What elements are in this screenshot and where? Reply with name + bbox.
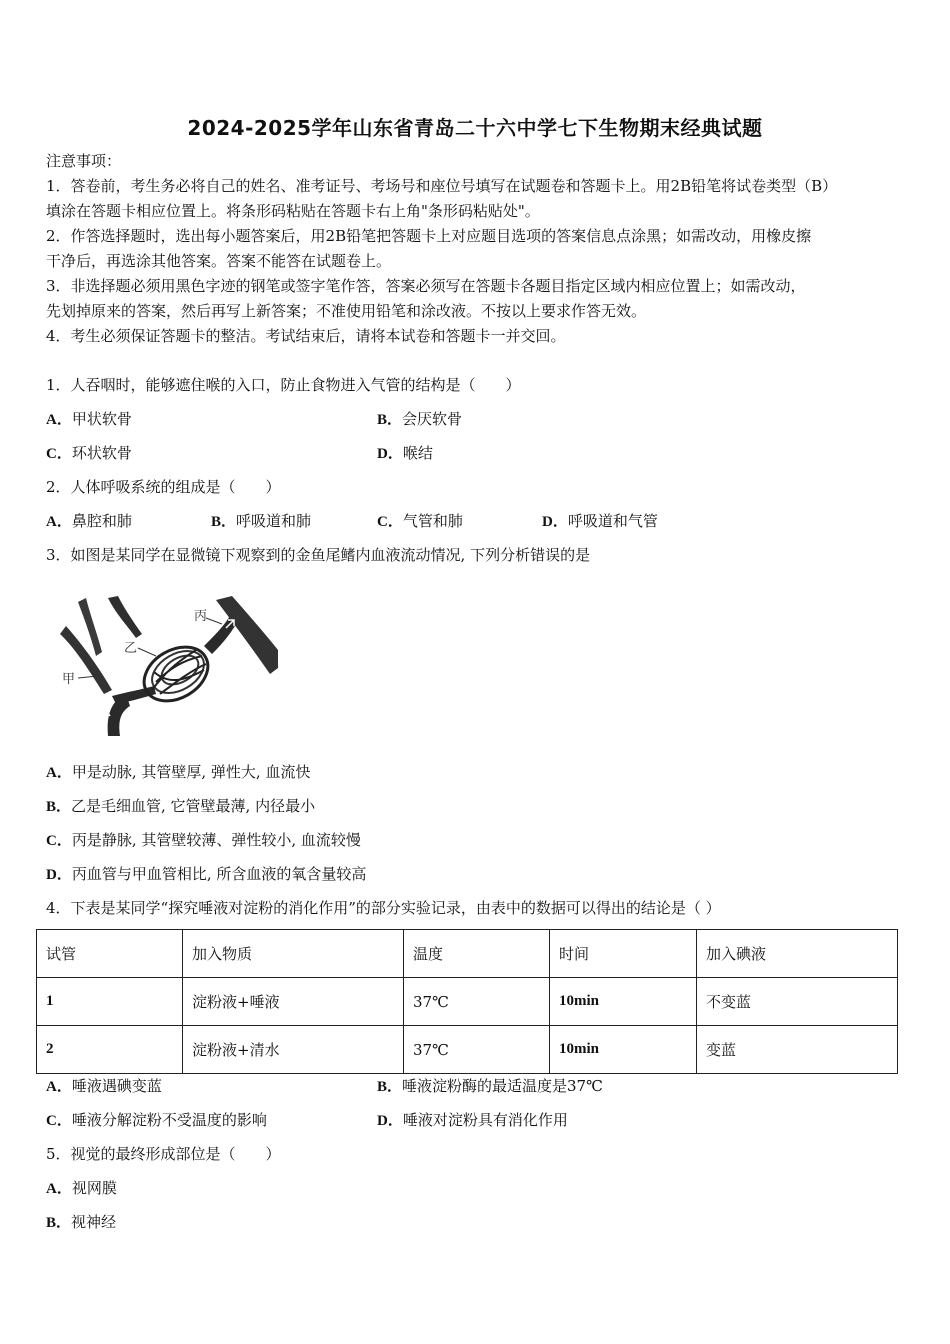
notice-line: 2．作答选择题时，选出每小题答案后，用2B铅笔把答题卡上对应题目选项的答案信息点涂黑；如需改动，用橡皮擦	[46, 227, 812, 245]
question-1-option-c: C．环状软骨	[46, 444, 132, 462]
question-1-option-a: A．甲状软骨	[46, 410, 132, 428]
notice-heading: 注意事项：	[46, 152, 122, 170]
table-cell: 2	[37, 1026, 183, 1074]
question-4-option-d: D．唾液对淀粉具有消化作用	[377, 1111, 568, 1129]
table-cell: 淀粉液+唾液	[183, 978, 404, 1026]
table-cell: 37℃	[404, 978, 550, 1026]
question-2-option-a: A．鼻腔和肺	[46, 512, 132, 530]
table-cell: 10min	[550, 1026, 697, 1074]
table-cell: 37℃	[404, 1026, 550, 1074]
question-1-option-b: B．会厌软骨	[377, 410, 463, 428]
table-row	[37, 1026, 898, 1074]
notice-line: 4．考生必须保证答题卡的整洁。考试结束后，请将本试卷和答题卡一并交回。	[46, 327, 566, 345]
question-1-stem: 1．人吞咽时，能够遮住喉的入口，防止食物进入气管的结构是（ ）	[46, 376, 521, 394]
question-2-option-d: D．呼吸道和气管	[542, 512, 658, 530]
table-header-cell: 试管	[37, 930, 183, 978]
question-2-option-b: B．呼吸道和肺	[211, 512, 312, 530]
question-5-stem: 5．视觉的最终形成部位是（ ）	[46, 1145, 281, 1163]
question-3-option-c: C．丙是静脉, 其管壁较薄、弹性较小, 血流较慢	[46, 831, 361, 849]
table-cell: 淀粉液+清水	[183, 1026, 404, 1074]
page-title: 2024-2025学年山东省青岛二十六中学七下生物期末经典试题	[187, 116, 763, 140]
table-header-cell: 时间	[550, 930, 697, 978]
blood-vessel-figure	[56, 594, 278, 736]
question-1-option-d: D．喉结	[377, 444, 433, 462]
table-header-row	[37, 930, 898, 978]
table-cell: 变蓝	[697, 1026, 898, 1074]
question-3-option-b: B．乙是毛细血管, 它管壁最薄, 内径最小	[46, 797, 316, 815]
table-cell: 1	[37, 978, 183, 1026]
question-3-stem: 3．如图是某同学在显微镜下观察到的金鱼尾鳍内血液流动情况, 下列分析错误的是	[46, 546, 591, 564]
question-5-option-b: B．视神经	[46, 1213, 117, 1231]
question-4-option-c: C．唾液分解淀粉不受温度的影响	[46, 1111, 267, 1129]
notice-line: 3．非选择题必须用黑色字迹的钢笔或签字笔作答，答案必须写在答题卡各题目指定区域内相应位置上；如需改动，	[46, 277, 806, 295]
experiment-table	[36, 929, 898, 1074]
question-4-option-b: B．唾液淀粉酶的最适温度是37℃	[377, 1077, 603, 1095]
question-4-option-a: A．唾液遇碘变蓝	[46, 1077, 162, 1095]
notice-line: 先划掉原来的答案，然后再写上新答案；不准使用铅笔和涂改液。不按以上要求作答无效。	[46, 302, 647, 320]
question-3-option-a: A．甲是动脉, 其管壁厚, 弹性大, 血流快	[46, 763, 311, 781]
figure-label-bing: 丙	[194, 609, 208, 624]
question-3-option-d: D．丙血管与甲血管相比, 所含血液的氧含量较高	[46, 865, 367, 883]
figure-label-jia: 甲	[62, 672, 76, 687]
table-cell: 10min	[550, 978, 697, 1026]
notice-line: 1．答卷前，考生务必将自己的姓名、准考证号、考场号和座位号填写在试题卷和答题卡上。用2B铅笔将试卷类型（B）	[46, 177, 838, 195]
figure-label-yi: 乙	[124, 641, 138, 656]
notice-line: 填涂在答题卡相应位置上。将条形码粘贴在答题卡右上角"条形码粘贴处"。	[46, 202, 540, 220]
question-2-stem: 2．人体呼吸系统的组成是（ ）	[46, 478, 281, 496]
notice-line: 干净后，再选涂其他答案。答案不能答在试题卷上。	[46, 252, 392, 270]
table-header-cell: 加入碘液	[697, 930, 898, 978]
question-4-stem: 4．下表是某同学“探究唾液对淀粉的消化作用”的部分实验记录，由表中的数据可以得出的结论是（ ）	[46, 899, 721, 917]
table-row	[37, 978, 898, 1026]
table-cell: 不变蓝	[697, 978, 898, 1026]
question-2-option-c: C．气管和肺	[377, 512, 463, 530]
question-5-option-a: A．视网膜	[46, 1179, 117, 1197]
table-header-cell: 加入物质	[183, 930, 404, 978]
table-header-cell: 温度	[404, 930, 550, 978]
